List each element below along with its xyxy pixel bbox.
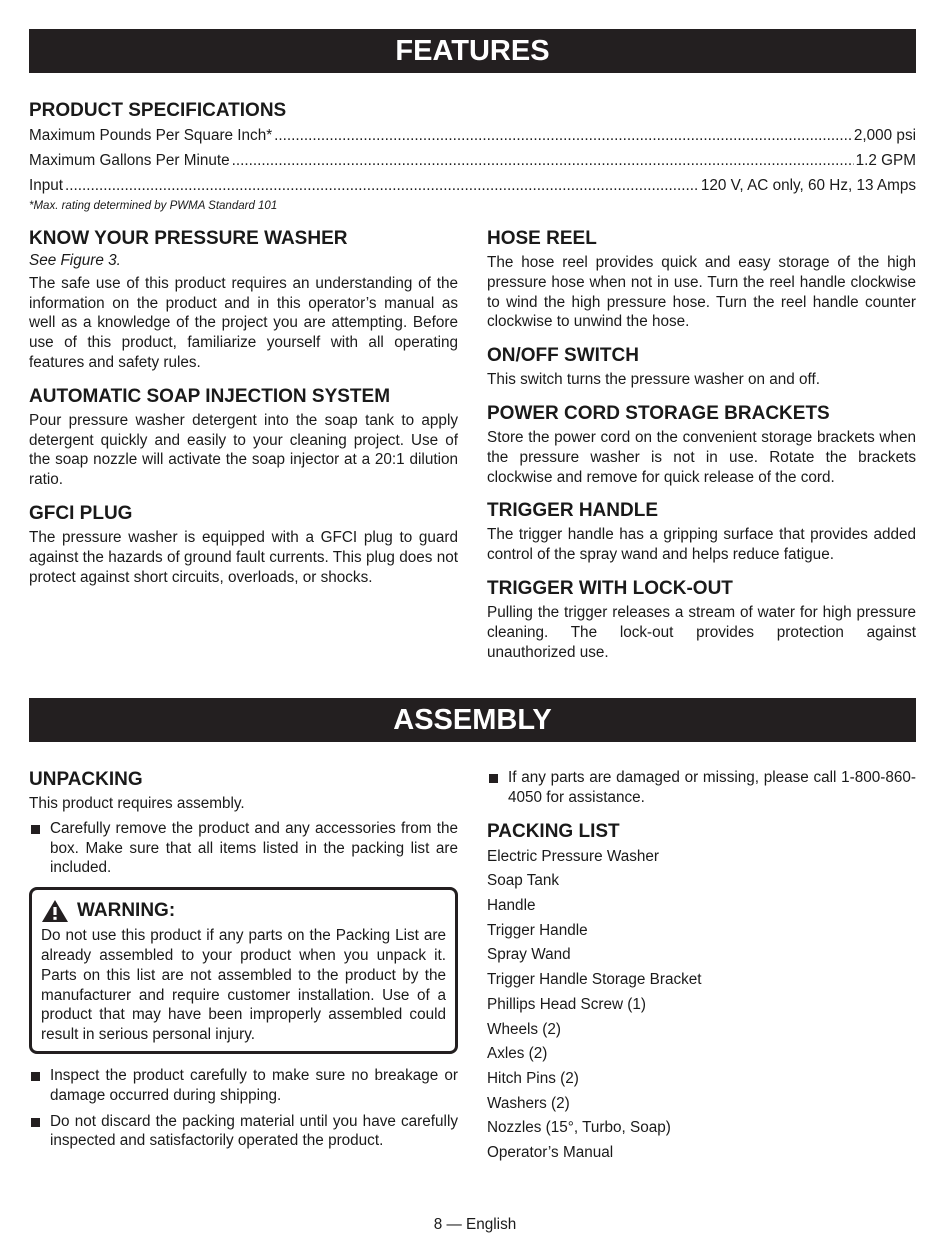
spec-value: 120 V, AC only, 60 Hz, 13 Amps xyxy=(700,177,916,194)
bullet-square-icon xyxy=(487,768,508,808)
know-body: The safe use of this product requires an understanding of the information on the product and in this operator’s manual as well as a knowledge of the project you are attempting. Before use of this product, familiarize yourself with all operating features and safety rules. xyxy=(29,274,458,371)
bullet-text: Do not discard the packing material until you have carefully inspected and satisfactorily operated the product. xyxy=(50,1112,458,1150)
bullet-square-icon xyxy=(29,819,50,878)
features-left-column xyxy=(29,227,458,587)
list-item: Handle xyxy=(487,897,536,914)
switch-body: This switch turns the pressure washer on and off. xyxy=(487,371,821,389)
spec-label: Maximum Gallons Per Minute xyxy=(29,152,230,169)
unpacking-intro: This product requires assembly. xyxy=(29,795,245,812)
features-right-column xyxy=(487,227,916,662)
soap-body: Pour pressure washer detergent into the soap tank to apply detergent quickly and easily to your cleaning project. Use of the soap nozzle will activate the soap injector at a 20:1 dilution ratio. xyxy=(29,411,458,489)
lockout-heading: TRIGGER WITH LOCK-OUT xyxy=(487,577,733,599)
bullet-text: Carefully remove the product and any accessories from the box. Make sure that all items listed in the packing list are included. xyxy=(50,819,458,877)
assembly-banner xyxy=(29,698,916,742)
spec-label: Maximum Pounds Per Square Inch* xyxy=(29,127,273,144)
list-item: Trigger Handle Storage Bracket xyxy=(487,971,702,989)
assembly-left-column xyxy=(29,768,458,1151)
lockout-body: Pulling the trigger releases a stream of water for high pressure cleaning. The lock-out provides protection against unauthorized use. xyxy=(487,603,916,661)
warning-triangle-icon xyxy=(41,899,69,923)
product-specifications xyxy=(29,99,916,214)
features-title: FEATURES xyxy=(395,35,550,67)
list-item: Electric Pressure Washer xyxy=(487,847,659,865)
gfci-body: The pressure washer is equipped with a GFCI plug to guard against the hazards of ground fault currents. This plug does not protect against short circuits, overloads, or shocks. xyxy=(29,528,458,586)
features-banner xyxy=(29,29,916,73)
gfci-heading: GFCI PLUG xyxy=(29,502,133,524)
spec-label: Input xyxy=(29,177,64,194)
list-item: Washers (2) xyxy=(487,1094,570,1112)
bullet-item xyxy=(29,1066,458,1106)
warning-title: WARNING: xyxy=(77,900,176,922)
list-item: Soap Tank xyxy=(487,872,560,890)
page-footer: 8 — English xyxy=(433,1216,517,1233)
bullet-item xyxy=(29,1112,458,1152)
leader-dots xyxy=(65,173,699,198)
trigger-body: The trigger handle has a gripping surface that provides added control of the spray wand and helps reduce fatigue. xyxy=(487,526,916,564)
bullet-item xyxy=(29,819,458,878)
list-item: Axles (2) xyxy=(487,1045,548,1063)
list-item: Nozzles (15°, Turbo, Soap) xyxy=(487,1119,671,1137)
know-heading: KNOW YOUR PRESSURE WASHER xyxy=(29,228,348,249)
packing-heading: PACKING LIST xyxy=(487,820,620,842)
bullet-item xyxy=(487,768,916,808)
bullet-text: If any parts are damaged or missing, please call 1-800-860-4050 for assistance. xyxy=(508,769,916,806)
specs-heading: PRODUCT SPECIFICATIONS xyxy=(29,100,287,121)
list-item: Hitch Pins (2) xyxy=(487,1069,579,1087)
see-figure: See Figure 3. xyxy=(29,252,121,269)
bullet-square-icon xyxy=(29,1112,50,1152)
warning-body: Do not use this product if any parts on the Packing List are already assembled to your product when you unpack it. Parts on this list are not assembled to the product by the manufacturer and require customer installation. Use of a product that may have been improperly assembled could result in serious personal injury. xyxy=(41,927,446,1044)
bullet-square-icon xyxy=(29,1066,50,1106)
list-item: Spray Wand xyxy=(487,946,571,964)
spec-row-input xyxy=(29,173,916,198)
cord-body: Store the power cord on the convenient storage brackets when the pressure washer is not in use. Rotate the brackets clockwise and remove for quick release of the cord. xyxy=(487,428,916,486)
spec-row-gpm xyxy=(29,148,916,173)
leader-dots xyxy=(274,123,852,148)
cord-heading: POWER CORD STORAGE BRACKETS xyxy=(487,402,830,424)
specs-footnote: *Max. rating determined by PWMA Standard 101 xyxy=(29,200,278,212)
reel-body: The hose reel provides quick and easy storage of the high pressure hose when not in use. Turn the reel handle clockwise to wind the high pressure hose. Turn the reel handle counter clockwise to unwind the hose. xyxy=(487,254,916,331)
switch-heading: ON/OFF SWITCH xyxy=(487,345,639,367)
warning-header xyxy=(41,898,446,924)
spec-row-psi xyxy=(29,123,916,148)
soap-heading: AUTOMATIC SOAP INJECTION SYSTEM xyxy=(29,385,391,407)
list-item: Phillips Head Screw (1) xyxy=(487,995,646,1013)
list-item: Operator’s Manual xyxy=(487,1144,614,1162)
list-item: Wheels (2) xyxy=(487,1020,561,1038)
warning-box xyxy=(29,887,458,1054)
trigger-heading: TRIGGER HANDLE xyxy=(487,500,658,522)
leader-dots xyxy=(232,148,854,173)
spec-value: 1.2 GPM xyxy=(855,152,916,169)
packing-list xyxy=(487,845,916,1166)
assembly-right-column xyxy=(487,768,916,1166)
assembly-title: ASSEMBLY xyxy=(393,704,552,736)
list-item: Trigger Handle xyxy=(487,921,588,939)
spec-value: 2,000 psi xyxy=(853,127,916,144)
reel-heading: HOSE REEL xyxy=(487,228,597,249)
bullet-text: Inspect the product carefully to make sure no breakage or damage occurred during shipping. xyxy=(50,1066,458,1104)
unpacking-heading: UNPACKING xyxy=(29,769,143,790)
